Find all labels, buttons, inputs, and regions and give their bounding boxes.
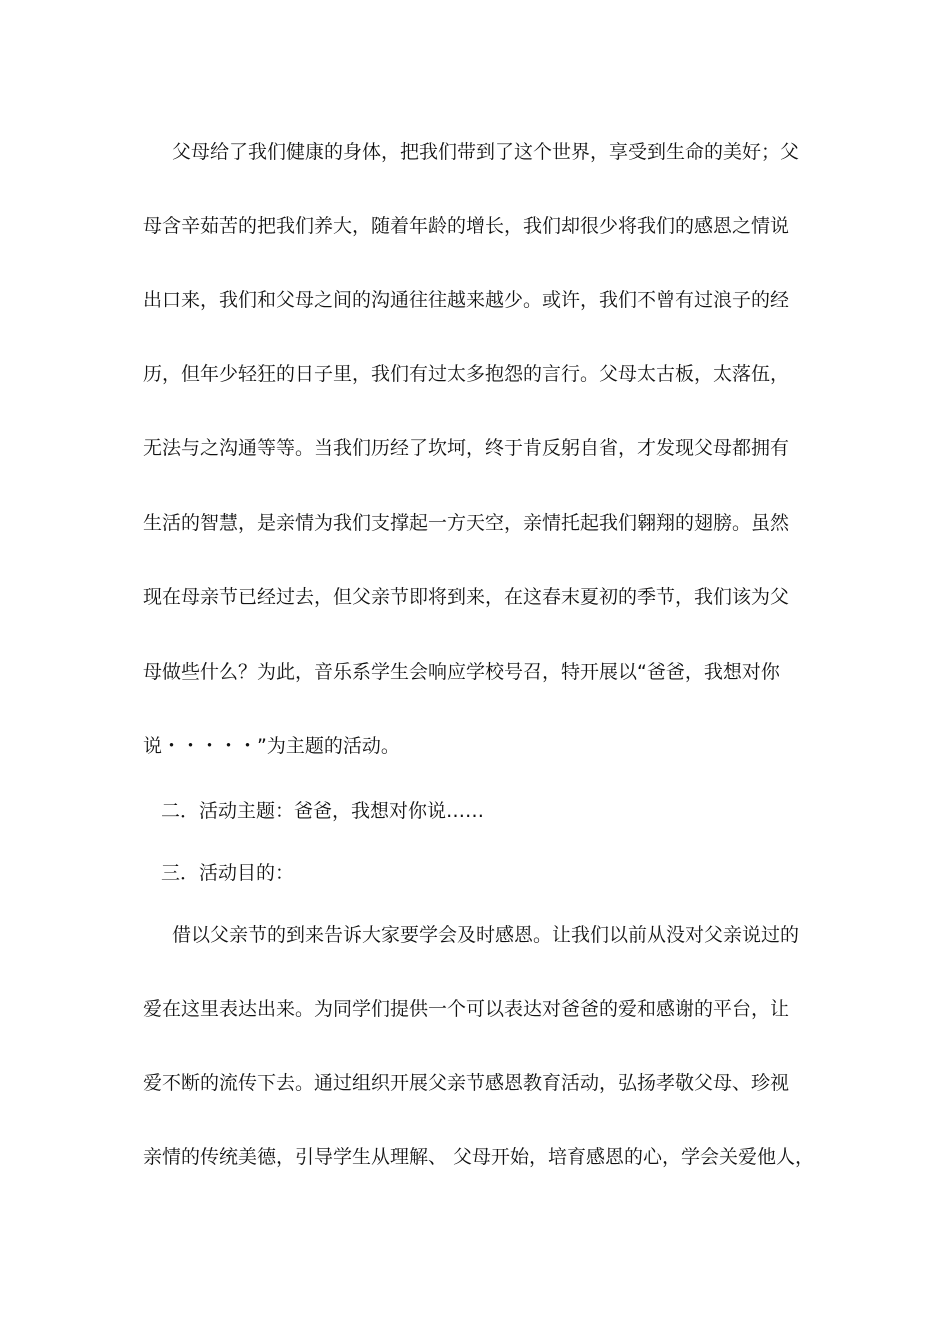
- paragraph-line: 说・・・・・”为主题的活动。: [143, 735, 400, 757]
- paragraph-line: 无法与之沟通等等。当我们历经了坎坷，终于肯反躬自省，才发现父母都拥有: [143, 437, 790, 459]
- paragraph-line: 亲情的传统美德，引导学生从理解、 父母开始，培育感恩的心，学会关爱他人，: [143, 1146, 815, 1168]
- paragraph-line: 历，但年少轻狂的日子里，我们有过太多抱怨的言行。父母太古板，太落伍，: [143, 363, 790, 385]
- paragraph-line: 爱在这里表达出来。为同学们提供一个可以表达对爸爸的爱和感谢的平台，让: [143, 998, 790, 1020]
- paragraph-line: 现在母亲节已经过去，但父亲节即将到来，在这春末夏初的季节，我们该为父: [143, 586, 790, 608]
- paragraph-line: 出口来，我们和父母之间的沟通往往越来越少。或许，我们不曾有过浪子的经: [143, 289, 790, 311]
- paragraph-line: 生活的智慧，是亲情为我们支撑起一方天空，亲情托起我们翱翔的翅膀。虽然: [143, 512, 790, 534]
- section-heading-theme: 二．活动主题：爸爸，我想对你说……: [161, 800, 485, 822]
- paragraph-line: 母做些什么？为此，音乐系学生会响应学校号召，特开展以“爸爸，我想对你: [143, 661, 780, 683]
- paragraph-line: 爱不断的流传下去。通过组织开展父亲节感恩教育活动，弘扬孝敬父母、珍视: [143, 1072, 790, 1094]
- section-heading-purpose: 三．活动目的：: [161, 862, 295, 884]
- paragraph-line: 父母给了我们健康的身体，把我们带到了这个世界，享受到生命的美好；父: [172, 141, 800, 163]
- paragraph-line: 母含辛茹苦的把我们养大，随着年龄的增长，我们却很少将我们的感恩之情说: [143, 215, 790, 237]
- paragraph-line: 借以父亲节的到来告诉大家要学会及时感恩。让我们以前从没对父亲说过的: [172, 924, 800, 946]
